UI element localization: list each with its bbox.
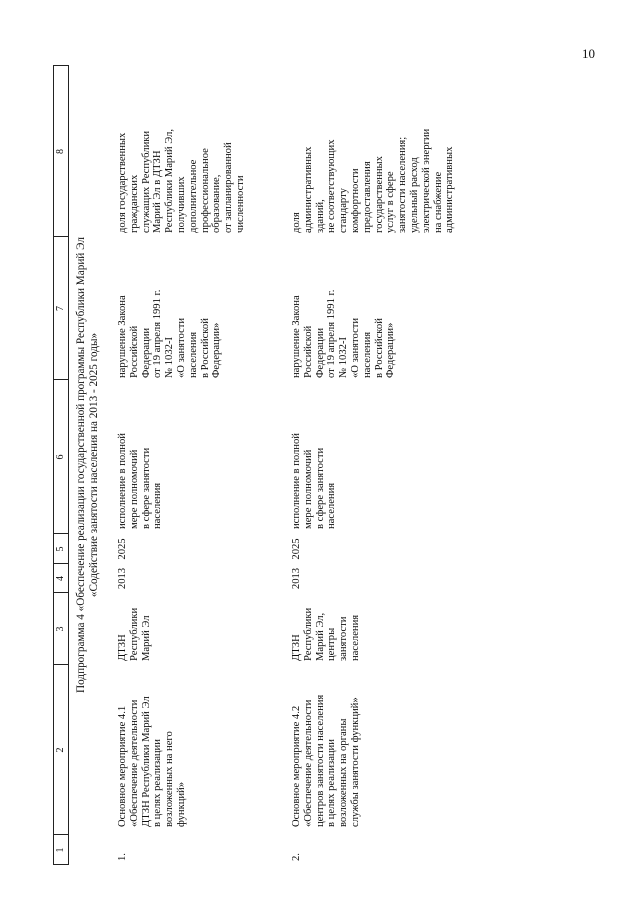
subprogram-title-line1: Подпрограмма 4 «Обеспечение реализации государственной программы Республики Марий Эл xyxy=(75,237,87,693)
col-number-3: 3 xyxy=(55,626,66,632)
row-number: 1. xyxy=(117,853,128,861)
row-number: 2. xyxy=(291,853,302,861)
non-implementation-consequence: нарушение Закона Российской Федерации от 19 апреля 1991 г. № 1032-I «О занятости населения в Российской Федерации» xyxy=(291,289,397,378)
col-number-4: 4 xyxy=(55,576,66,581)
start-year: 2013 xyxy=(291,567,302,590)
col-number-2: 2 xyxy=(55,747,66,753)
subprogram-title-line2: «Содействие занятости населения на 2013 - 2025 годы» xyxy=(88,332,100,598)
end-year: 2025 xyxy=(117,538,128,560)
related-indicator: доля государственных гражданских служащих Республики Марий Эл в ДТЗН Республики Марий Эл, получивших дополнительное профессиональное образование, от запланированной численности xyxy=(117,129,246,233)
expected-result: исполнение в полной мере полномочий в сфере занятости населения xyxy=(117,433,164,529)
col-number-8: 8 xyxy=(55,149,66,154)
non-implementation-consequence: нарушение Закона Российской Федерации от 19 апреля 1991 г. № 1032-I «О занятости населения в Российской Федерации» xyxy=(117,289,223,378)
end-year: 2025 xyxy=(291,538,302,560)
measure-name: Основное мероприятие 4.2 «Обеспечение деятельности центров занятости населения в целях реализации возложенных на органы службы занятости функций» xyxy=(291,694,361,827)
page-number: 10 xyxy=(582,46,595,61)
related-indicator: доля административных зданий, не соответствующих стандарту комфортности предоставления государственных услуг в сфере занятости населения; удельный расход электрической энергии на снабжение административных xyxy=(291,128,456,233)
start-year: 2013 xyxy=(117,567,128,590)
col-number-7: 7 xyxy=(55,306,66,311)
col-number-1: 1 xyxy=(55,847,66,853)
executor: ДТЗН Республики Марий Эл, центры занятости населения xyxy=(291,607,361,661)
header-row-bottom-border xyxy=(68,65,69,865)
rotated-table-sheet xyxy=(53,65,593,865)
executor: ДТЗН Республики Марий Эл xyxy=(117,607,152,661)
col-number-5: 5 xyxy=(55,546,66,552)
col-number-6: 6 xyxy=(55,454,66,460)
measure-name: Основное мероприятие 4.1 «Обеспечение деятельности ДТЗН Республики Марий Эл в целях реализации возложенных на него функций» xyxy=(117,696,187,827)
expected-result: исполнение в полной мере полномочий в сфере занятости населения xyxy=(291,433,338,529)
